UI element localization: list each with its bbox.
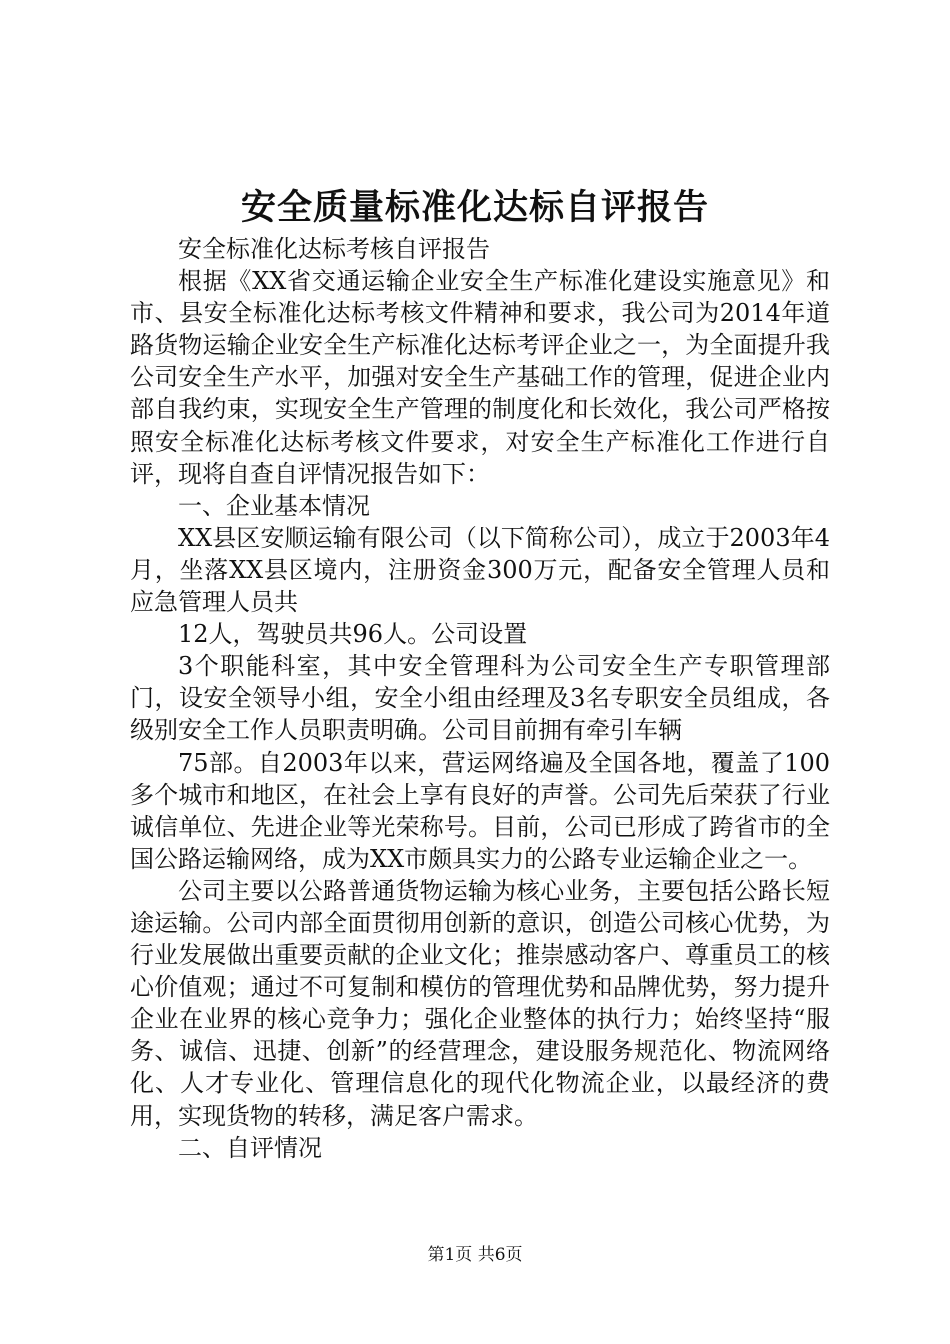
paragraph-departments: 3个职能科室，其中安全管理科为公司安全生产专职管理部门，设安全领导小组，安全小组由经理及3名专职安全员组成，各级别安全工作人员职责明确。公司目前拥有牵引车辆 xyxy=(130,652,830,745)
paragraph-network: 75部。自2003年以来，营运网络遍及全国各地，覆盖了100多个城市和地区，在社会上享有良好的声誉。公司先后荣获了行业诚信单位、先进企业等光荣称号。目前，公司已形成了跨省市的全国公路运输网络，成为XX市颇具实力的公路专业运输企业之一。 xyxy=(130,748,830,873)
section-heading-2: 二、自评情况 xyxy=(178,1133,322,1162)
section-heading-1: 一、企业基本情况 xyxy=(178,491,370,520)
paragraph-intro: 根据《XX省交通运输企业安全生产标准化建设实施意见》和市、县安全标准化达标考核文件精神和要求，我公司为2014年道路货物运输企业安全生产标准化达标考评企业之一，为全面提升我公司安全生产水平，加强对安全生产基础工作的管理，促进企业内部自我约束，实现安全生产管理的制度化和长效化，我公司严格按照安全标准化达标考核文件要求，对安全生产标准化工作进行自评，现将自查自评情况报告如下： xyxy=(130,267,830,488)
page-number: 第1页 共6页 xyxy=(427,1245,523,1265)
paragraph-subtitle: 安全标准化达标考核自评报告 xyxy=(178,235,490,263)
document-body xyxy=(130,233,830,1164)
paragraph-company-info: XX县区安顺运输有限公司（以下简称公司），成立于2003年4月，坐落XX县区境内，注册资金300万元，配备安全管理人员和应急管理人员共 xyxy=(130,523,830,617)
paragraph-business: 公司主要以公路普通货物运输为核心业务，主要包括公路长短途运输。公司内部全面贯彻用创新的意识，创造公司核心优势，为行业发展做出重要贡献的企业文化；推崇感动客户、尊重员工的核心价值观；通过不可复制和模仿的管理优势和品牌优势，努力提升企业在业界的核心竞争力；强化企业整体的执行力；始终坚持“服务、诚信、迅捷、创新”的经营理念，建设服务规范化、物流网络化、人才专业化、管理信息化的现代化物流企业，以最经济的费用，实现货物的转移，满足客户需求。 xyxy=(130,876,830,1130)
document-title: 安全质量标准化达标自评报告 xyxy=(240,187,709,228)
paragraph-staff: 12人，驾驶员共96人。公司设置 xyxy=(178,620,528,649)
